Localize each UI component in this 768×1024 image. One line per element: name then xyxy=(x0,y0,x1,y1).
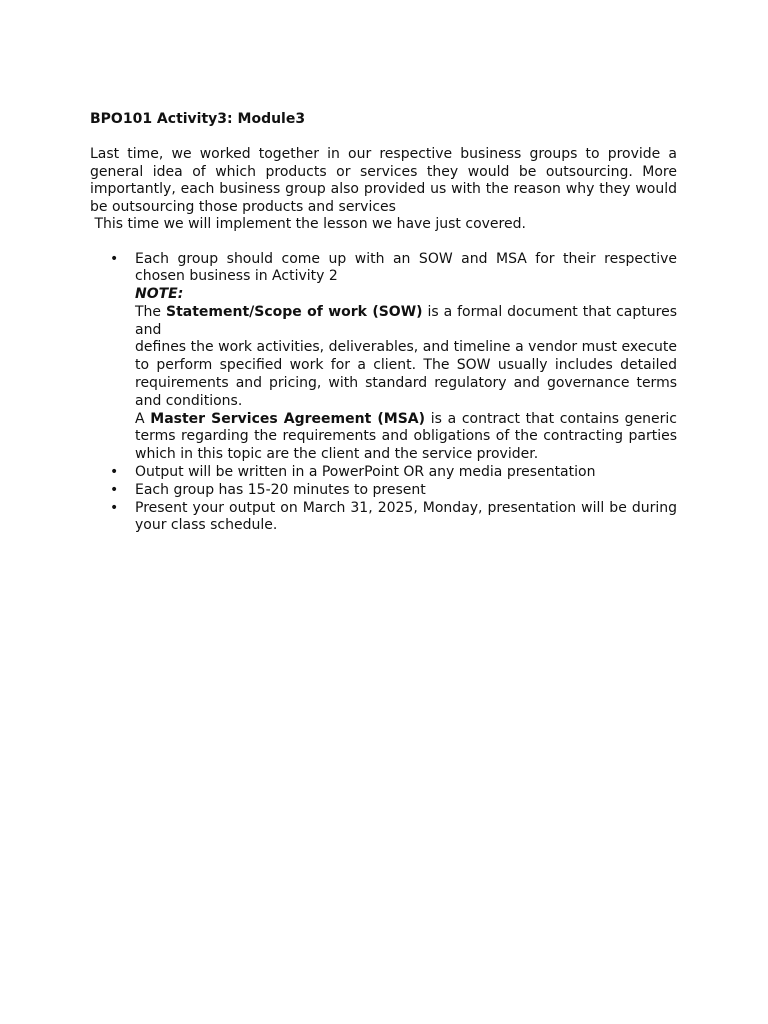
sow-definition-line2: defines the work activities, deliverables, and timeline a vendor must execute to perform specified work for a client. The SOW usually includes detailed requirements and pricing, with standard regulatory and governance terms and conditions. xyxy=(135,339,677,409)
msa-definition xyxy=(135,411,677,464)
bullet-icon: • xyxy=(110,250,119,267)
note-label: NOTE: xyxy=(135,286,184,303)
sow-rest-line1: is a formal document that captures and xyxy=(135,303,677,338)
bullet-icon: • xyxy=(110,464,119,481)
bullet-text: Each group has 15-20 minutes to present xyxy=(135,481,426,498)
msa-prefix: A xyxy=(135,410,145,427)
document-title: BPO101 Activity3: Module3 xyxy=(90,111,306,127)
sow-term: Statement/Scope of work (SOW) xyxy=(165,303,423,320)
msa-rest: is a contract that contains generic terms regarding the requirements and obligations of the contracting parties which in this topic are the client and the service provider. xyxy=(135,410,678,463)
bullet-text: Output will be written in a PowerPoint OR any media presentation xyxy=(135,464,596,481)
list-item xyxy=(90,464,677,482)
document-page xyxy=(90,110,677,535)
list-item xyxy=(90,500,677,536)
bullet-text: Present your output on March 31, 2025, Monday, presentation will be during your class schedule. xyxy=(135,499,677,534)
intro-tail xyxy=(90,216,677,234)
list-item xyxy=(90,482,677,500)
intro-paragraph: Last time, we worked together in our respective business groups to provide a general idea of which products or services they would be outsourcing. More importantly, each business group also provided us with the reason why they would be outsourcing those products and services xyxy=(90,146,677,215)
bullet-icon: • xyxy=(110,499,119,516)
activity-bullet-list xyxy=(90,251,677,536)
intro-section xyxy=(90,146,677,234)
intro-tail-text: This time we will implement the lesson we have just covered. xyxy=(94,216,526,232)
sow-definition-line1 xyxy=(135,304,677,340)
bullet-icon: • xyxy=(110,481,119,498)
msa-term: Master Services Agreement (MSA) xyxy=(150,410,426,427)
sow-prefix: The xyxy=(135,303,162,320)
list-item xyxy=(90,251,677,465)
bullet-text: Each group should come up with an SOW and MSA for their respective chosen business in Activity 2 xyxy=(135,250,677,285)
